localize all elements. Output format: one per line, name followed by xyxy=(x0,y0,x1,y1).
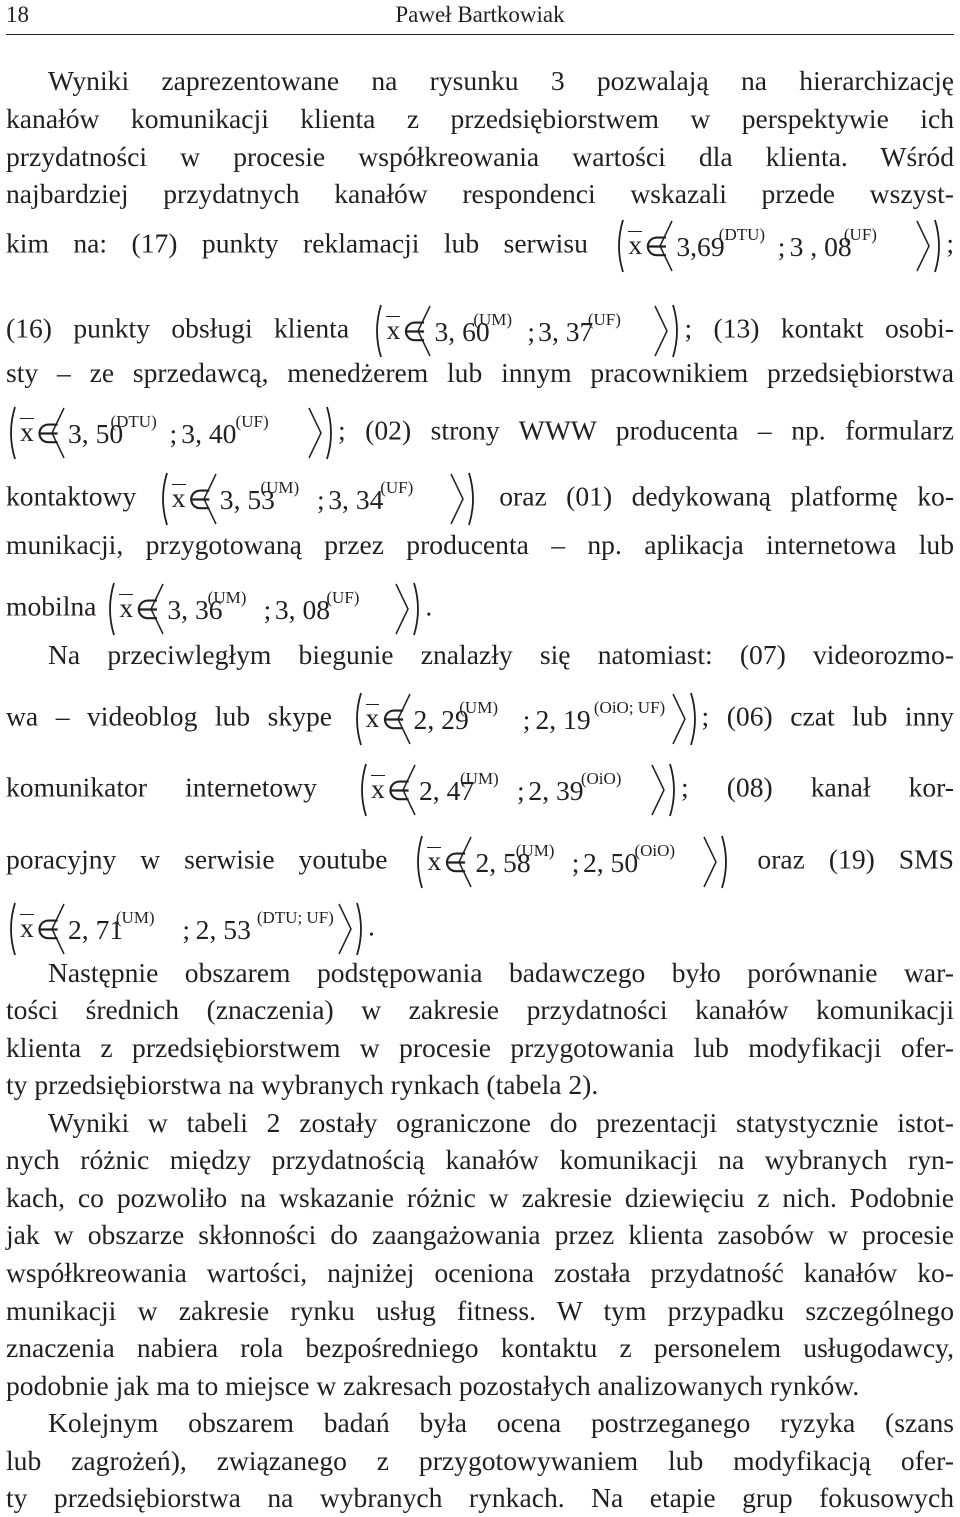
element-of-symbol: ∈ xyxy=(135,594,160,625)
market-superscript-1: (UM) xyxy=(115,908,155,927)
formula-content xyxy=(105,580,423,638)
inline-text: (16) punkty obsługi klienta xyxy=(6,312,350,344)
element-of-symbol: ∈ xyxy=(402,316,427,347)
element-of-symbol: ∈ xyxy=(381,704,406,735)
mean-interval-formula xyxy=(6,404,336,462)
market-superscript-1: (DTU) xyxy=(718,225,766,244)
inline-text: kim na: (17) punkty reklamacji lub serwisu xyxy=(6,227,588,259)
inline-text: oraz (19) SMS xyxy=(757,843,955,875)
market-superscript-2: (OiO; UF) xyxy=(593,698,666,717)
text-line-with-formula xyxy=(6,900,954,958)
inline-text: kontaktowy xyxy=(6,480,137,512)
text-line: tości średnich (znaczenia) w zakresie przydatności kanałów komunikacji xyxy=(6,994,954,1025)
text-line: Wyniki w tabeli 2 zostały ograniczone do prezentacji statystycznie istot- xyxy=(48,1107,954,1138)
market-superscript-2: (OiO) xyxy=(580,769,622,788)
formula-content xyxy=(352,690,700,748)
mean-value-2: 2, 39 xyxy=(528,775,584,806)
element-of-symbol: ∈ xyxy=(443,847,468,878)
separator: ; xyxy=(571,847,580,878)
text-line-with-formula xyxy=(6,690,954,748)
mean-value-2: 3, 37 xyxy=(538,316,594,347)
market-superscript-1: (UM) xyxy=(260,478,300,497)
mean-value-2: 3, 34 xyxy=(328,484,384,515)
separator: ; xyxy=(169,418,178,449)
separator: ; xyxy=(527,316,536,347)
element-of-symbol: ∈ xyxy=(386,775,412,806)
market-superscript-1: (UM) xyxy=(473,310,513,329)
market-superscript-2: (OiO) xyxy=(634,841,676,860)
formula-content xyxy=(614,217,944,275)
formula-content xyxy=(158,470,478,528)
inline-text: . xyxy=(368,910,375,942)
inline-text: . xyxy=(425,590,433,622)
mean-symbol: x xyxy=(119,592,134,623)
formula-content xyxy=(6,900,366,958)
market-superscript-1: (UM) xyxy=(515,841,555,860)
market-superscript-1: (UM) xyxy=(459,698,498,717)
element-of-symbol: ∈ xyxy=(36,914,61,945)
inline-text: komunikator internetowy xyxy=(6,771,317,803)
mean-symbol: x xyxy=(370,773,385,804)
market-superscript-2: (UF) xyxy=(843,225,877,244)
element-of-symbol: ∈ xyxy=(187,484,212,515)
mean-interval-formula xyxy=(158,470,478,528)
market-superscript-2: (DTU; UF) xyxy=(256,908,334,927)
formula-content xyxy=(6,404,336,462)
inline-text: ; (13) kontakt osobi- xyxy=(684,312,954,344)
market-superscript-2: (UF) xyxy=(587,310,621,329)
mean-value-2: 3, 40 xyxy=(181,418,237,449)
mean-interval-formula xyxy=(614,217,944,275)
mean-interval-formula xyxy=(413,833,731,891)
text-line-with-formula xyxy=(6,404,954,462)
inline-text: poracyjny w serwisie youtube xyxy=(6,843,388,875)
mean-value-2: 2, 19 xyxy=(535,704,591,735)
element-of-symbol: ∈ xyxy=(36,418,61,449)
text-line: Następnie obszarem podstępowania badawczego było porównanie war- xyxy=(48,957,954,988)
mean-interval-formula xyxy=(357,761,679,819)
separator: ; xyxy=(517,775,525,806)
text-line: kanałów komunikacji klienta z przedsiębiorstwem w perspektywie ich xyxy=(6,103,954,134)
text-line-with-formula xyxy=(6,217,954,275)
text-line-with-formula xyxy=(6,470,954,528)
mean-symbol: x xyxy=(365,702,380,733)
mean-symbol: x xyxy=(20,416,34,447)
market-superscript-1: (UM) xyxy=(207,588,247,607)
market-superscript-2: (UF) xyxy=(380,478,414,497)
mean-symbol: x xyxy=(171,482,186,513)
separator: ; xyxy=(522,704,531,735)
mean-interval-formula xyxy=(6,900,366,958)
text-line: przydatności w procesie współkreowania wartości dla klienta. Wśród xyxy=(6,141,954,172)
market-superscript-2: (UF) xyxy=(326,588,360,607)
text-line-with-formula xyxy=(6,833,954,891)
mean-value-1: 3, 50 xyxy=(68,418,124,449)
inline-text: ; (06) czat lub inny xyxy=(701,700,954,732)
mean-value-2: 2, 50 xyxy=(582,847,639,878)
mean-value-1: 2, 47 xyxy=(418,775,475,806)
text-line-with-formula xyxy=(6,302,954,360)
mean-value-2: 3, 08 xyxy=(274,594,331,625)
text-line: jak w obszarze skłonności do zaangażowania przez klienta zasobów w procesie xyxy=(6,1219,954,1250)
formula-content xyxy=(413,833,731,891)
market-superscript-1: (UM) xyxy=(460,769,499,788)
mean-value-2: 2, 53 xyxy=(195,914,251,945)
mean-value-1: 2, 29 xyxy=(413,704,469,735)
mean-interval-formula xyxy=(105,580,423,638)
mean-value-1: 3, 36 xyxy=(167,594,223,625)
separator: ; xyxy=(777,231,786,262)
text-line: ty przedsiębiorstwa na wybranych rynkach (tabela 2). xyxy=(6,1069,599,1100)
element-of-symbol: ∈ xyxy=(644,231,669,262)
text-line: klienta z przedsiębiorstwem w procesie przygotowania lub modyfikacji ofer- xyxy=(6,1032,954,1063)
mean-symbol: x xyxy=(427,845,442,876)
text-line: współkreowania wartości, najniżej oceniona została przydatność kanałów ko- xyxy=(6,1257,954,1288)
mean-interval-formula xyxy=(352,690,700,748)
inline-text: wa – videoblog lub skype xyxy=(6,700,333,732)
inline-text: mobilna xyxy=(6,590,97,622)
text-line: najbardziej przydatnych kanałów respondenci wskazali przede wszyst- xyxy=(6,178,954,209)
separator: ; xyxy=(182,914,191,945)
market-superscript-2: (UF) xyxy=(235,412,269,431)
inline-text: ; (02) strony WWW producenta – np. formularz xyxy=(338,414,954,446)
market-superscript-1: (DTU) xyxy=(110,412,157,431)
mean-value-1: 3,69 xyxy=(676,231,725,262)
formula-content xyxy=(357,761,679,819)
text-line: Wyniki zaprezentowane na rysunku 3 pozwalają na hierarchizację xyxy=(48,65,954,96)
text-line: lub zagrożeń), związanego z przygotowywaniem lub modyfikacją ofer- xyxy=(6,1445,954,1476)
text-line-with-formula xyxy=(6,761,954,819)
mean-value-1: 3, 60 xyxy=(434,316,490,347)
text-line: znaczenia nabiera rola bezpośredniego kontaktu z personelem usługodawcy, xyxy=(6,1332,954,1363)
inline-text: ; (08) kanał kor- xyxy=(680,771,954,803)
page-number: 18 xyxy=(6,2,29,27)
text-line: Kolejnym obszarem badań była ocena postrzeganego ryzyka (szans xyxy=(48,1407,954,1438)
formula-content xyxy=(372,302,682,360)
text-line: kach, co pozwoliło na wskazanie różnic w zakresie dziewięciu z nich. Podobnie xyxy=(6,1182,954,1213)
text-line-with-formula xyxy=(6,580,954,638)
separator: ; xyxy=(316,484,325,515)
inline-text: oraz (01) dedykowaną platformę ko- xyxy=(499,480,955,512)
running-head-author: Paweł Bartkowiak xyxy=(395,2,565,27)
mean-symbol: x xyxy=(20,912,34,943)
text-line: nych różnic między przydatnością kanałów komunikacji na wybranych ryn- xyxy=(6,1144,954,1175)
text-line: Na przeciwległym biegunie znalazły się natomiast: (07) videorozmo- xyxy=(48,639,954,670)
mean-value-1: 2, 71 xyxy=(68,914,124,945)
text-line: munikacji w zakresie rynku usług fitness. W tym przypadku szczególnego xyxy=(6,1295,954,1326)
running-header xyxy=(6,0,954,35)
inline-text: ; xyxy=(946,227,954,259)
text-line: munikacji, przygotowaną przez producenta – np. aplikacja internetowa lub xyxy=(6,529,954,560)
mean-symbol: x xyxy=(628,229,643,260)
mean-value-1: 2, 58 xyxy=(475,847,531,878)
text-line: ty przedsiębiorstwa na wybranych rynkach. Na etapie grup fokusowych xyxy=(6,1482,954,1513)
mean-value-1: 3, 53 xyxy=(219,484,275,515)
mean-interval-formula xyxy=(372,302,682,360)
separator: ; xyxy=(263,594,272,625)
text-line: podobnie jak ma to miejsce w zakresach pozostałych analizowanych rynków. xyxy=(6,1370,860,1401)
mean-symbol: x xyxy=(386,314,401,345)
mean-value-2: 3 , 08 xyxy=(789,231,852,262)
text-line: sty – ze sprzedawcą, menedżerem lub innym pracownikiem przedsiębiorstwa xyxy=(6,357,954,388)
